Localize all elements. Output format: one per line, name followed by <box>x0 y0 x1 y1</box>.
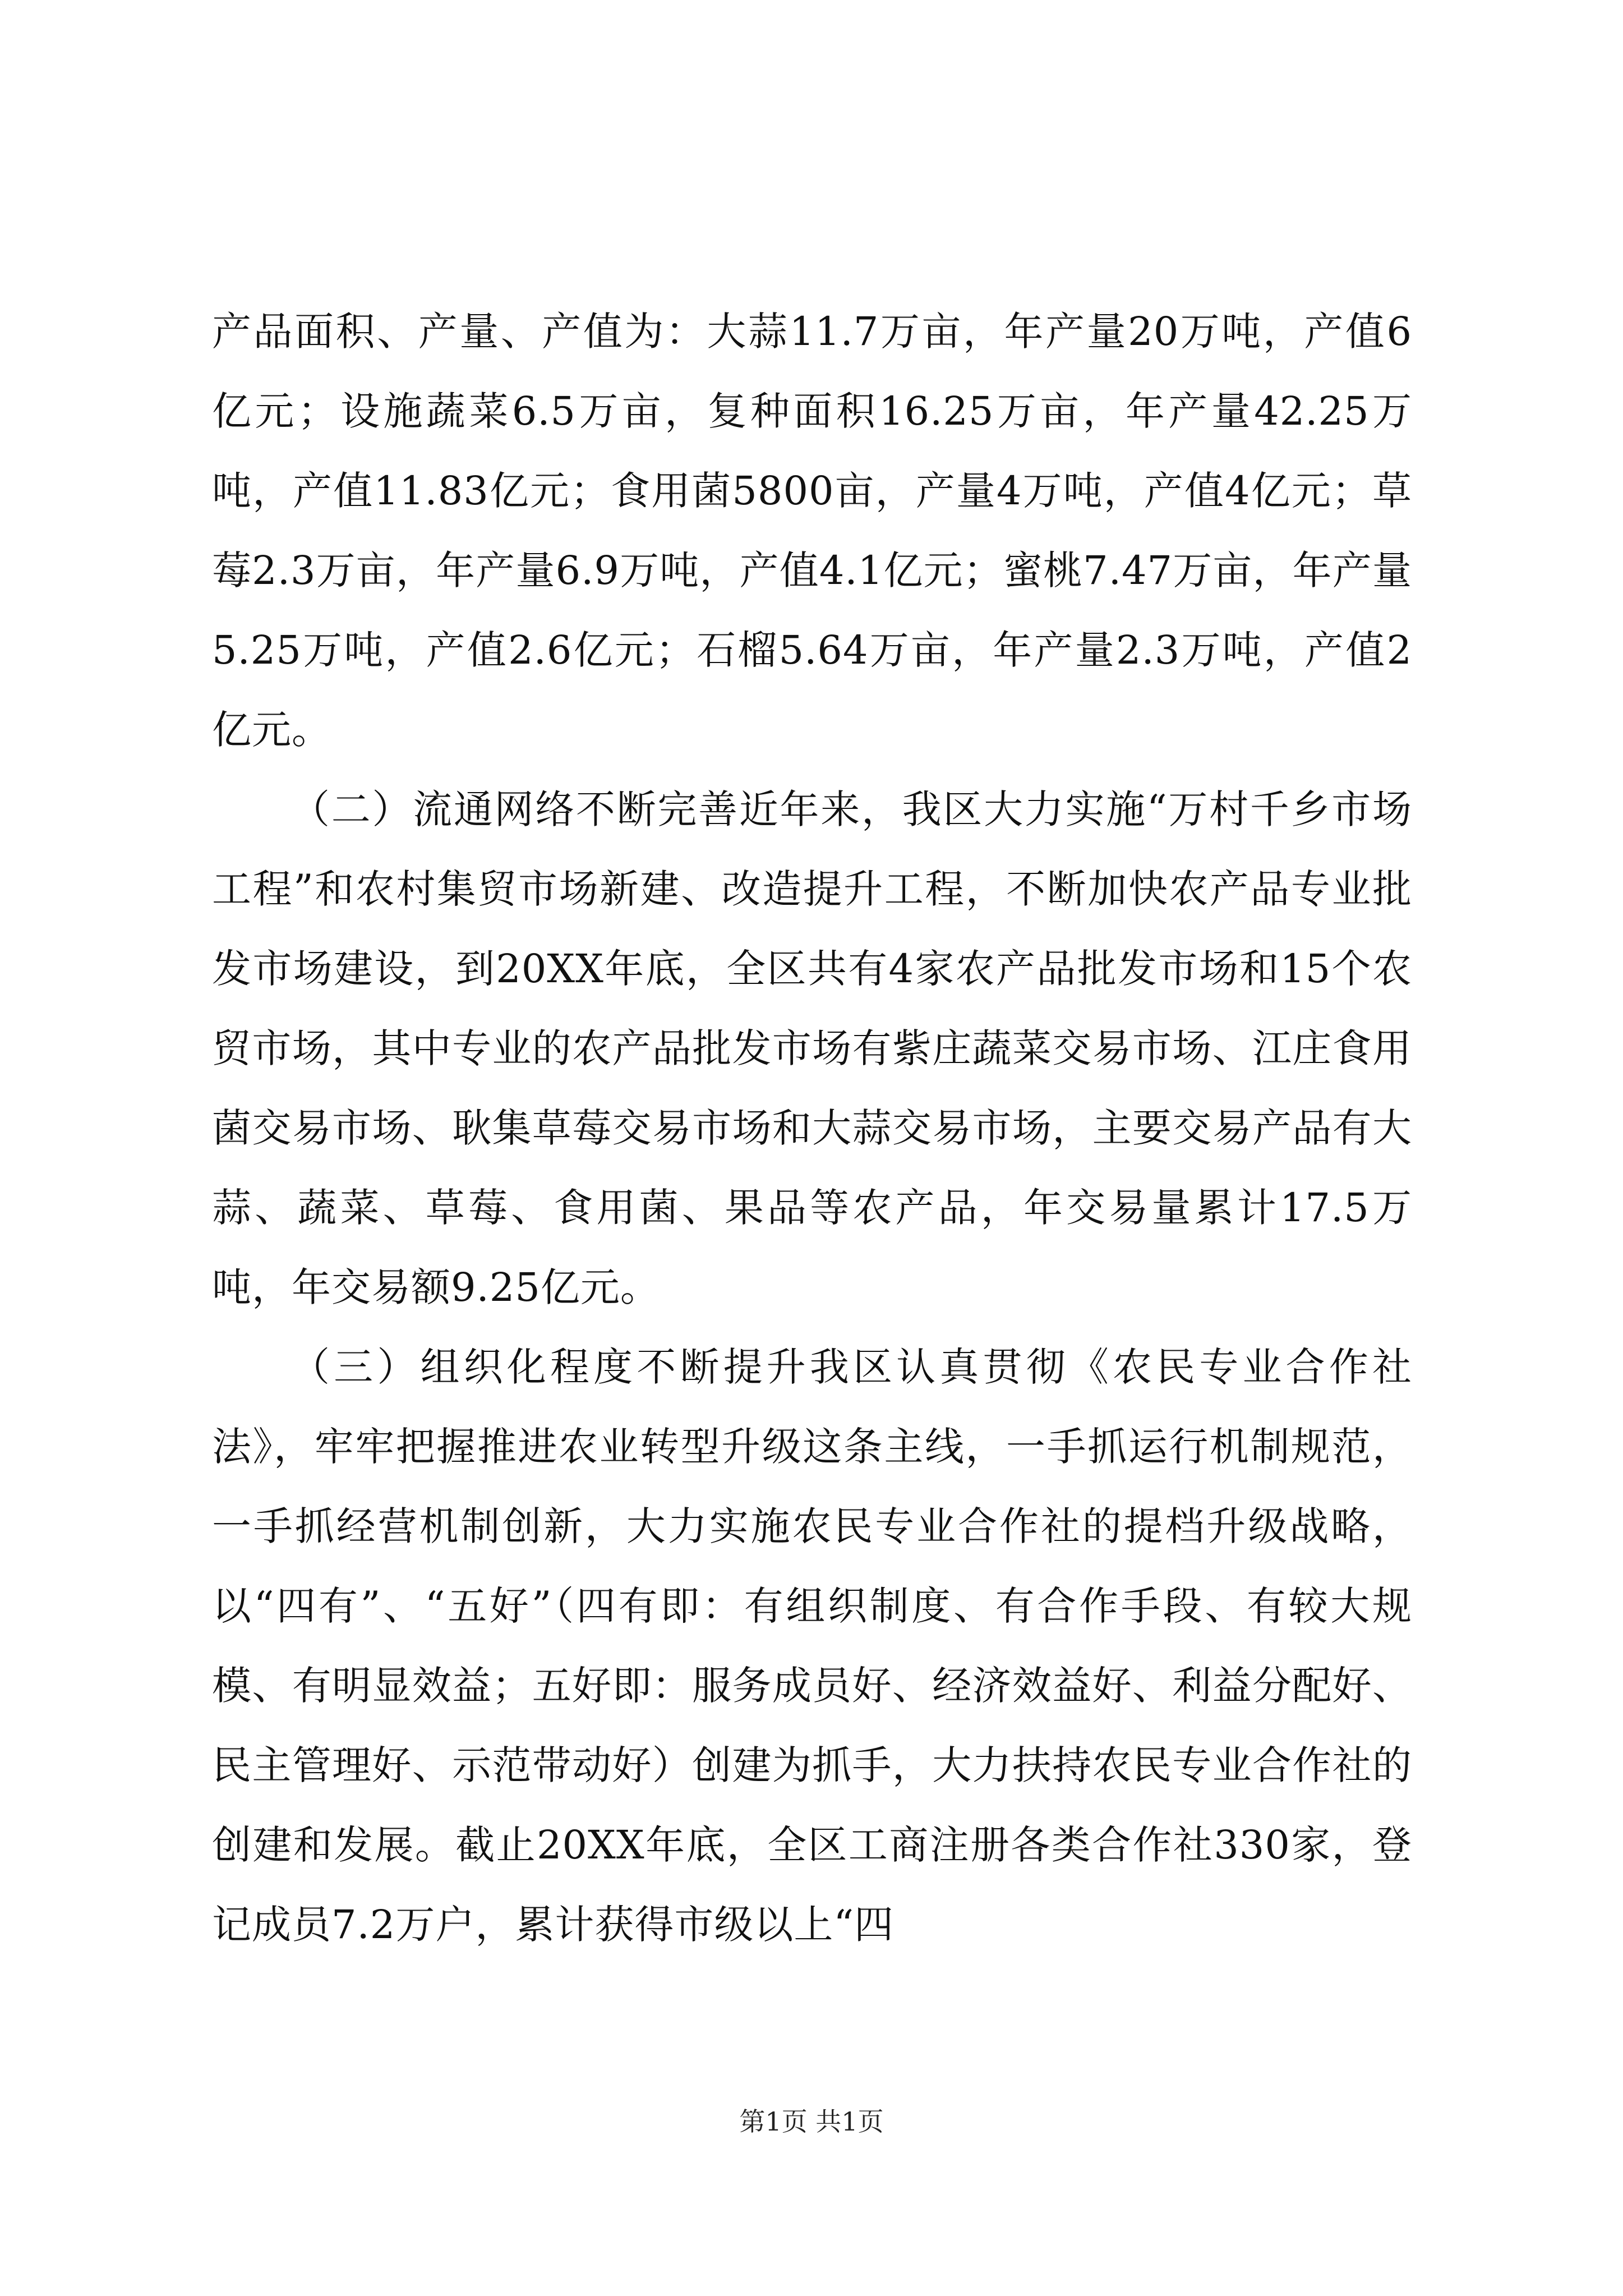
document-body <box>212 292 1412 1964</box>
page-number-footer: 第1页 共1页 <box>739 2106 884 2137</box>
paragraph-continuation: 产品面积、产量、产值为：大蒜11.7万亩，年产量20万吨，产值6亿元；设施蔬菜6.5万亩，复种面积16.25万亩，年产量42.25万吨，产值11.83亿元；食用菌5800亩，产量4万吨，产值4亿元；草莓2.3万亩，年产量6.9万吨，产值4.1亿元；蜜桃7.47万亩，年产量5.25万吨，产值2.6亿元；石榴5.64万亩，年产量2.3万吨，产值2亿元。 <box>212 309 1412 753</box>
paragraph-distribution-network: （二）流通网络不断完善近年来，我区大力实施“万村千乡市场工程”和农村集贸市场新建、改造提升工程，不断加快农产品专业批发市场建设，到20XX年底，全区共有4家农产品批发市场和15个农贸市场，其中专业的农产品批发市场有紫庄蔬菜交易市场、江庄食用菌交易市场、耿集草莓交易市场和大蒜交易市场，主要交易产品有大蒜、蔬菜、草莓、食用菌、果品等农产品，年交易量累计17.5万吨，年交易额9.25亿元。 <box>212 786 1412 1310</box>
paragraph-organization-level: （三）组织化程度不断提升我区认真贯彻《农民专业合作社法》，牢牢把握推进农业转型升级这条主线，一手抓运行机制规范，一手抓经营机制创新，大力实施农民专业合作社的提档升级战略，以“四有”、“五好”（四有即：有组织制度、有合作手段、有较大规模、有明显效益；五好即：服务成员好、经济效益好、利益分配好、民主管理好、示范带动好）创建为抓手，大力扶持农民专业合作社的创建和发展。截止20XX年底，全区工商注册各类合作社330家，登记成员7.2万户，累计获得市级以上“四 <box>212 1344 1412 1948</box>
